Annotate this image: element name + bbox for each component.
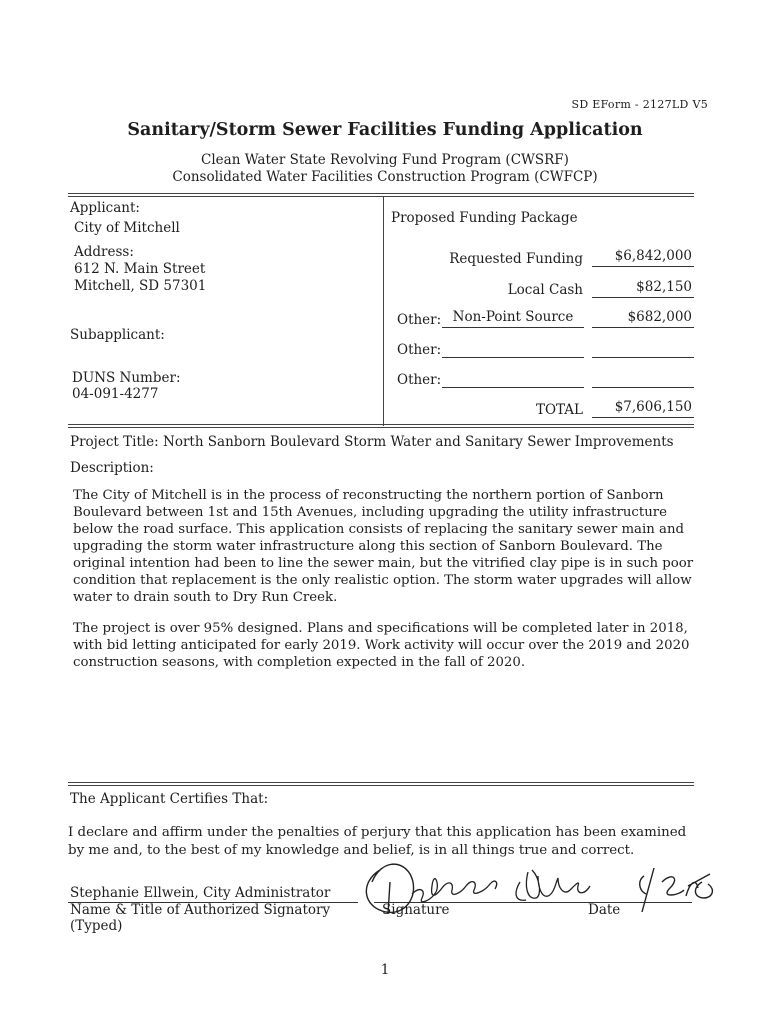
form-id: SD EForm - 2127LD V5 <box>571 98 708 111</box>
page-title: Sanitary/Storm Sewer Facilities Funding Application <box>127 120 643 140</box>
other-2-source-line <box>442 357 584 358</box>
duns-value: 04-091-4277 <box>72 386 159 402</box>
other-2-value-line <box>592 357 694 358</box>
subtitle-cwfcp: Consolidated Water Facilities Construction Program (CWFCP) <box>172 169 598 185</box>
requested-funding-value: $6,842,000 <box>614 248 692 264</box>
requested-funding-line <box>592 266 694 267</box>
description-paragraph-1: The City of Mitchell is in the process of reconstructing the northern portion of Sanborn Boulevard between 1st and 15th Avenues, including upgrading the utility infrastructure below the road surface. This application consists of replacing the sanitary sewer main and upgrading the storm water infrastructure along this section of Sanborn Boulevard. The original intention had been to line the sewer main, but the vitrified clay pipe is in such poor condition that replacement is the only realistic option. The storm water upgrades will allow water to drain south to Dry Run Creek. <box>73 488 694 605</box>
local-cash-value: $82,150 <box>636 279 692 295</box>
page-number: 1 <box>380 962 390 978</box>
address-label: Address: <box>74 244 134 260</box>
column-divider <box>383 196 384 426</box>
mid-rule <box>68 424 694 425</box>
project-title-value: North Sanborn Boulevard Storm Water and Sanitary Sewer Improvements <box>163 434 674 450</box>
other-1-label: Other: <box>397 312 442 328</box>
other-3-source-line <box>442 387 584 388</box>
applicant-label: Applicant: <box>70 200 140 216</box>
address-line1: 612 N. Main Street <box>74 261 206 277</box>
signature-label: Signature <box>382 902 450 918</box>
requested-funding-label: Requested Funding <box>449 251 583 267</box>
signatory-typed-name: Stephanie Ellwein, City Administrator <box>70 885 331 901</box>
local-cash-label: Local Cash <box>507 282 583 298</box>
duns-label: DUNS Number: <box>72 370 181 386</box>
top-rule-2 <box>68 196 694 197</box>
subapplicant-label: Subapplicant: <box>70 327 165 343</box>
name-title-label: Name & Title of Authorized Signatory <box>70 902 331 918</box>
typed-label: (Typed) <box>70 918 123 934</box>
cert-rule <box>68 782 694 783</box>
certification-statement: I declare and affirm under the penalties of perjury that this application has been examined by me and, to the best of my knowledge and belief, is in all things true and correct. <box>68 825 687 858</box>
total-line <box>592 417 694 418</box>
other-2-label: Other: <box>397 342 442 358</box>
other-3-label: Other: <box>397 372 442 388</box>
other-1-source-line <box>442 327 584 328</box>
cert-rule-2 <box>68 785 694 786</box>
local-cash-line <box>592 297 694 298</box>
description-label: Description: <box>70 460 154 476</box>
other-3-value-line <box>592 387 694 388</box>
funding-heading: Proposed Funding Package <box>391 210 578 226</box>
project-title-label: Project Title: <box>70 434 159 450</box>
other-1-source: Non-Point Source <box>452 309 574 325</box>
mid-rule-2 <box>68 427 694 428</box>
applicant-value: City of Mitchell <box>74 220 180 236</box>
description-paragraph-2: The project is over 95% designed. Plans and specifications will be completed later in 2018, with bid letting anticipated for early 2019. Work activity will occur over the 2019 and 2020 construction seasons, with completion expected in the fall of 2020. <box>73 621 690 670</box>
date-label: Date <box>588 902 621 918</box>
handwritten-signature <box>350 852 730 924</box>
total-value: $7,606,150 <box>614 399 692 415</box>
description-body <box>73 487 698 685</box>
top-rule <box>68 193 694 194</box>
other-1-value-line <box>592 327 694 328</box>
address-line2: Mitchell, SD 57301 <box>74 278 207 294</box>
total-label: TOTAL <box>535 402 583 418</box>
other-1-value: $682,000 <box>627 309 692 325</box>
subtitle-cwsrf: Clean Water State Revolving Fund Program (CWSRF) <box>201 152 569 168</box>
certification-heading: The Applicant Certifies That: <box>70 791 269 807</box>
